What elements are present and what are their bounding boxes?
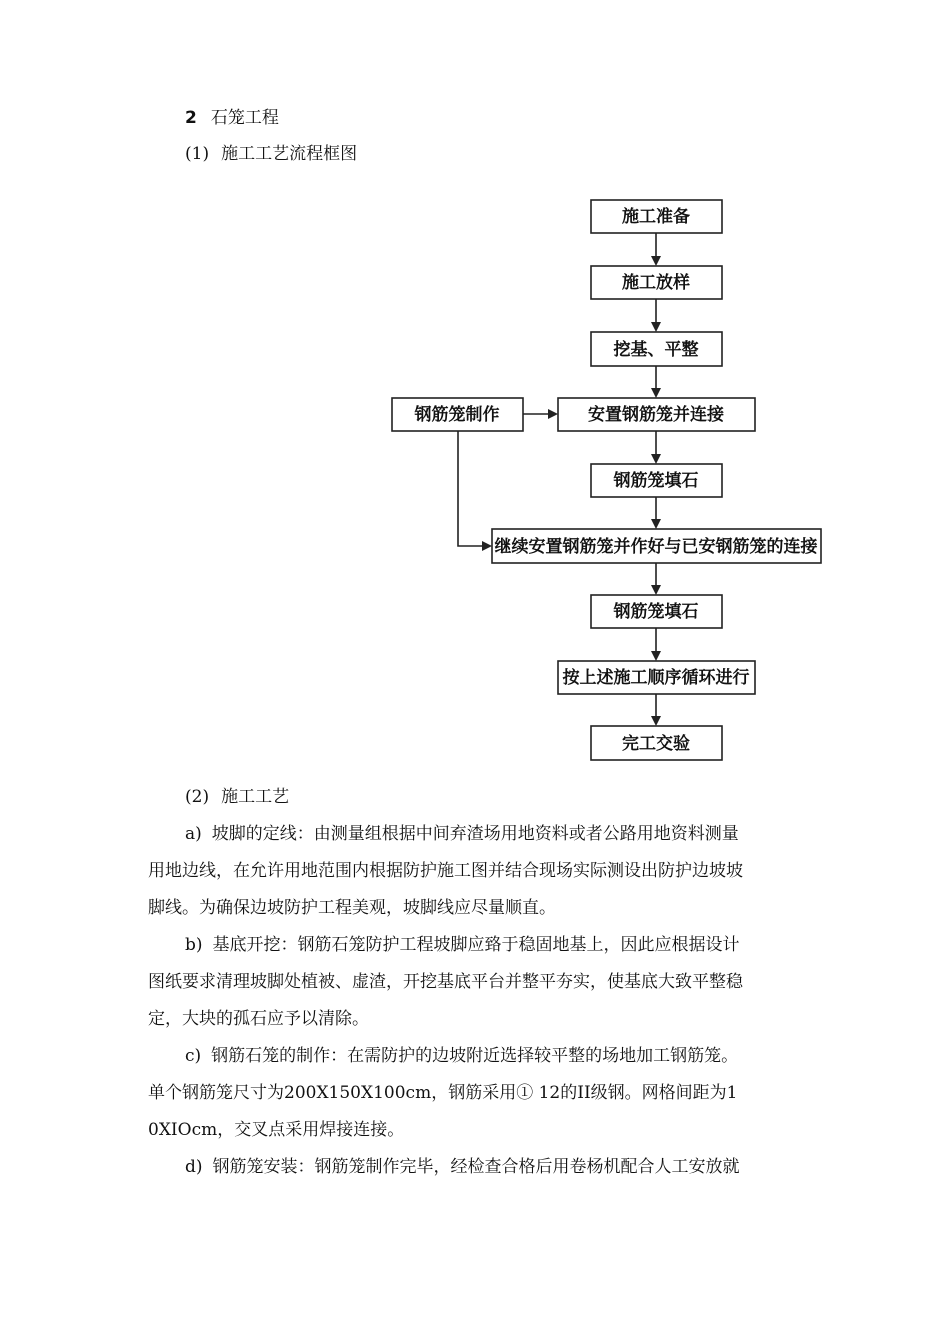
subsection-title-2: 施工工艺	[221, 787, 290, 807]
flow-step-install-cage	[558, 398, 755, 431]
subsection-title-1: 施工工艺流程框图	[221, 144, 358, 164]
flow-step-label: 继续安置钢筋笼并作好与已安钢筋笼的连接	[494, 537, 818, 557]
paragraph-text: 钢筋笼安装：钢筋笼制作完毕，经检查合格后用卷杨机配合人工安放就	[212, 1157, 740, 1177]
flow-step-label: 挖基、平整	[613, 340, 699, 360]
flow-step-label: 安置钢筋笼并连接	[588, 405, 724, 425]
item-key-d: d)	[185, 1157, 203, 1177]
flow-step-fill-stone-2	[591, 595, 722, 628]
subsection-number-1: (1)	[185, 144, 210, 164]
item-key-b: b)	[185, 935, 203, 955]
subsection-heading-2	[185, 786, 855, 808]
flow-step-excavate	[591, 332, 722, 366]
flow-step-make-cage	[392, 398, 523, 431]
flow-step-handover	[591, 726, 722, 760]
section-number: 2	[185, 108, 197, 128]
flow-step-prepare	[591, 200, 722, 233]
paragraph-b-line-3: 定，大块的孤石应予以清除。	[148, 1009, 369, 1029]
flow-step-label: 完工交验	[622, 734, 690, 754]
paragraph-text: 基底开挖：钢筋石笼防护工程坡脚应臵于稳固地基上，因此应根据设计	[212, 935, 740, 955]
paragraph-b-line-1	[185, 934, 855, 956]
flow-step-label: 按上述施工顺序循环进行	[562, 668, 750, 688]
flow-step-repeat	[558, 661, 755, 694]
item-key-c: c)	[185, 1046, 202, 1066]
flow-step-label: 钢筋笼填石	[613, 471, 699, 491]
subsection-number-2: (2)	[185, 787, 210, 807]
paragraph-a-line-1	[185, 823, 855, 845]
paragraph-c-line-2: 单个钢筋笼尺寸为200X150X100cm，钢筋采用① 12的II级钢。网格间距为1	[148, 1083, 738, 1103]
paragraph-b-line-2: 图纸要求清理坡脚处植被、虚渣，开挖基底平台并整平夯实，使基底大致平整稳	[148, 972, 743, 992]
paragraph-c-line-3: 0XIOcm，交叉点采用焊接连接。	[148, 1120, 405, 1140]
flow-step-continue-install	[492, 529, 821, 563]
flow-step-label: 钢筋笼制作	[414, 405, 500, 425]
section-title: 石笼工程	[210, 108, 279, 128]
paragraph-c-line-1	[185, 1045, 855, 1067]
flow-step-layout	[591, 266, 722, 299]
paragraph-a-line-3: 脚线。为确保边坡防护工程美观，坡脚线应尽量顺直。	[148, 898, 556, 918]
paragraph-d-line-1	[185, 1156, 855, 1178]
item-key-a: a)	[185, 824, 202, 844]
paragraph-a-line-2: 用地边线，在允许用地范围内根据防护施工图并结合现场实际测设出防护边坡坡	[148, 861, 743, 881]
flow-step-fill-stone-1	[591, 464, 722, 497]
flow-step-label: 钢筋笼填石	[613, 602, 699, 622]
flow-step-label: 施工准备	[622, 207, 690, 227]
paragraph-text: 坡脚的定线：由测量组根据中间弃渣场用地资料或者公路用地资料测量	[211, 824, 739, 844]
paragraph-text: 钢筋石笼的制作：在需防护的边坡附近选择较平整的场地加工钢筋笼。	[211, 1046, 739, 1066]
flow-step-label: 施工放样	[622, 273, 690, 293]
